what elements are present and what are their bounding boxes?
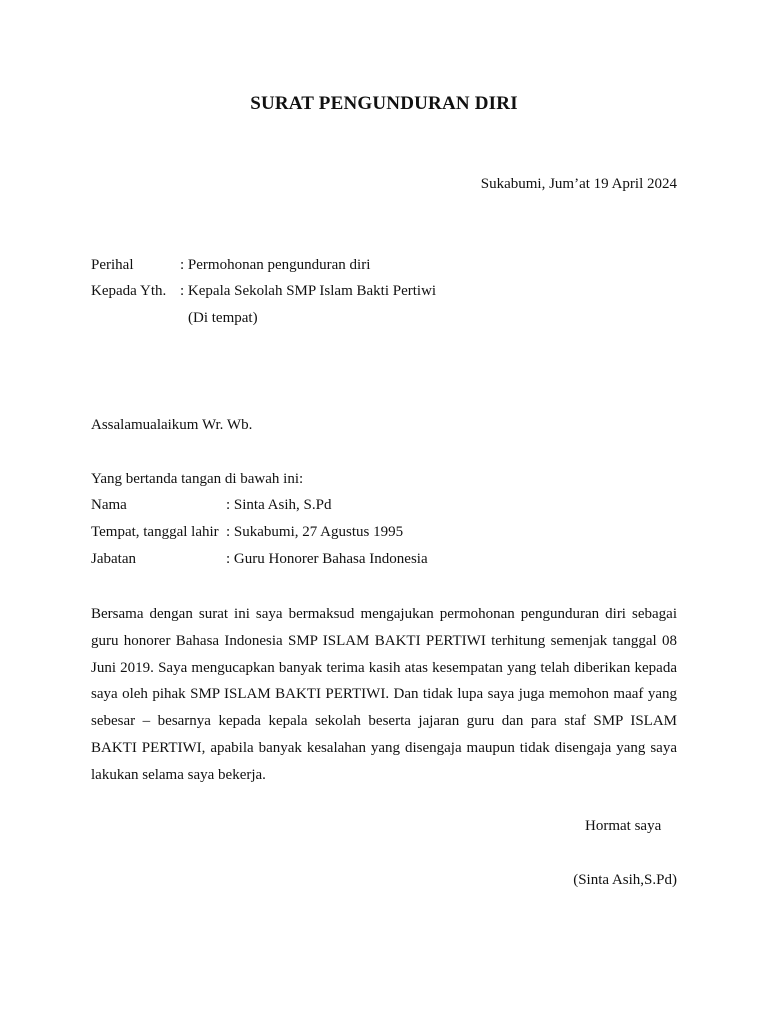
- name-value: : Sinta Asih, S.Pd: [226, 497, 332, 513]
- letter-body: Bersama dengan surat ini saya bermaksud mengajukan permohonan pengunduran diri sebagai guru honorer Bahasa Indonesia SMP ISLAM BAKTI PERTIWI terhitung semenjak tanggal 08 Juni 2019. Saya mengucapkan banyak terima kasih atas kesempatan yang telah diberikan kepada saya oleh pihak SMP ISLAM BAKTI PERTIWI. Dan tidak lupa saya juga memohon maaf yang sebesar – besarnya kepada kepala sekolah beserta jajaran guru dan para staf SMP ISLAM BAKTI PERTIWI, apabila banyak kesalahan yang disengaja maupun tidak disengaja yang saya lakukan selama saya bekerja.: [91, 606, 677, 783]
- recipient-value: : Kepala Sekolah SMP Islam Bakti Pertiwi: [180, 283, 437, 299]
- intro-line: Yang bertanda tangan di bawah ini:: [91, 471, 304, 487]
- letter-title: SURAT PENGUNDURAN DIRI: [250, 93, 518, 114]
- position-label: Jabatan: [91, 551, 136, 567]
- recipient-note: (Di tempat): [188, 310, 258, 326]
- recipient-label: Kepada Yth.: [91, 283, 167, 299]
- subject-label: Perihal: [91, 257, 134, 273]
- closing: Hormat saya: [585, 818, 662, 834]
- birth-value: : Sukabumi, 27 Agustus 1995: [226, 524, 404, 540]
- subject-value: : Permohonan pengunduran diri: [180, 257, 371, 273]
- position-value: : Guru Honorer Bahasa Indonesia: [226, 551, 428, 567]
- signer-name: (Sinta Asih,S.Pd): [573, 872, 677, 888]
- place-date: Sukabumi, Jum’at 19 April 2024: [480, 176, 677, 192]
- birth-label: Tempat, tanggal lahir: [91, 524, 219, 540]
- name-label: Nama: [91, 497, 127, 513]
- greeting: Assalamualaikum Wr. Wb.: [91, 417, 253, 433]
